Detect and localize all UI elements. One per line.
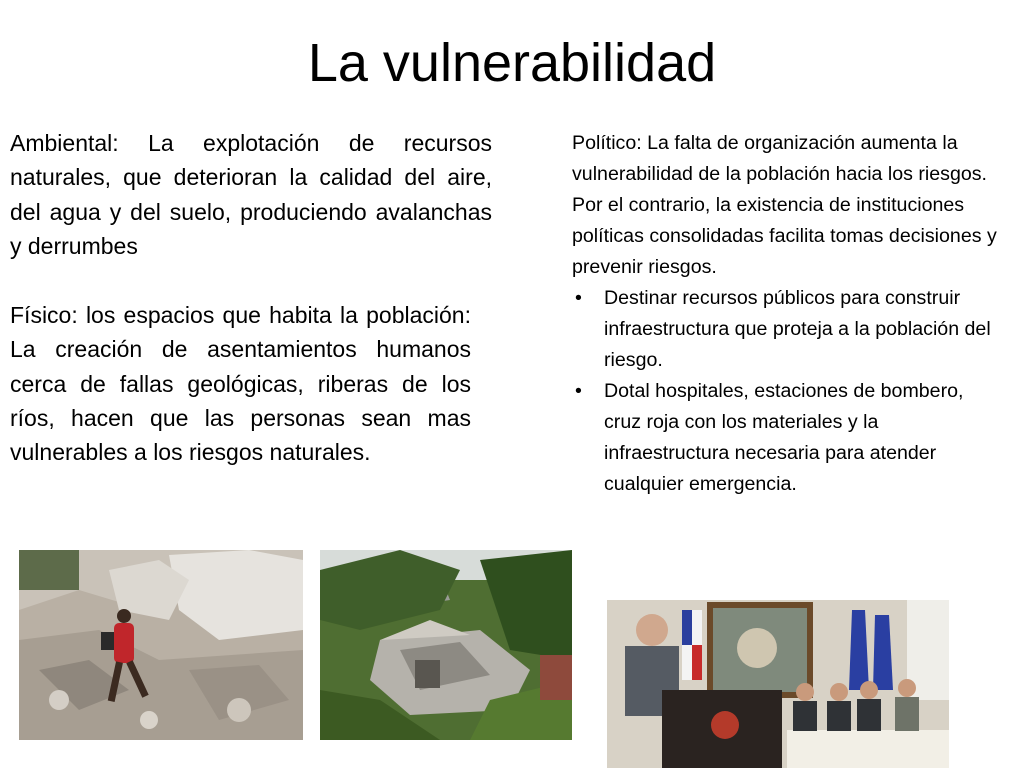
fisico-paragraph: Físico: los espacios que habita la población: La creación de asentamientos humanos cerca de fallas geológicas, riberas de los ríos, hacen que las personas sean mas vulnerables a los riesgos naturales. — [10, 302, 471, 466]
earthquake-rubble-photo — [19, 550, 303, 740]
bullet-text: Destinar recursos públicos para construir infraestructura que proteja a la población del riesgo. — [604, 287, 991, 371]
ambiental-paragraph: Ambiental: La explotación de recursos naturales, que deterioran la calidad del aire, del agua y del suelo, produciendo avalanchas y derrumbes — [10, 130, 492, 259]
politico-column — [572, 128, 1002, 500]
bullet-list — [572, 283, 1002, 500]
bullet-text: Dotal hospitales, estaciones de bombero, cruz roja con los materiales y la infraestructura necesaria para atender cualquier emergencia. — [604, 380, 964, 495]
collapsed-house-photo — [320, 550, 572, 740]
bullet-item — [572, 376, 1002, 500]
politico-paragraph: Político: La falta de organización aumenta la vulnerabilidad de la población hacia los riesgos. Por el contrario, la existencia de instituciones políticas consolidadas facilita tomas decisiones y prevenir riesgos. — [572, 132, 997, 278]
press-conference-photo — [607, 600, 949, 768]
bullet-dot-icon: • — [575, 380, 582, 402]
bullet-item — [572, 283, 1002, 376]
bullet-dot-icon: • — [575, 287, 582, 309]
slide-title: La vulnerabilidad — [307, 33, 717, 93]
